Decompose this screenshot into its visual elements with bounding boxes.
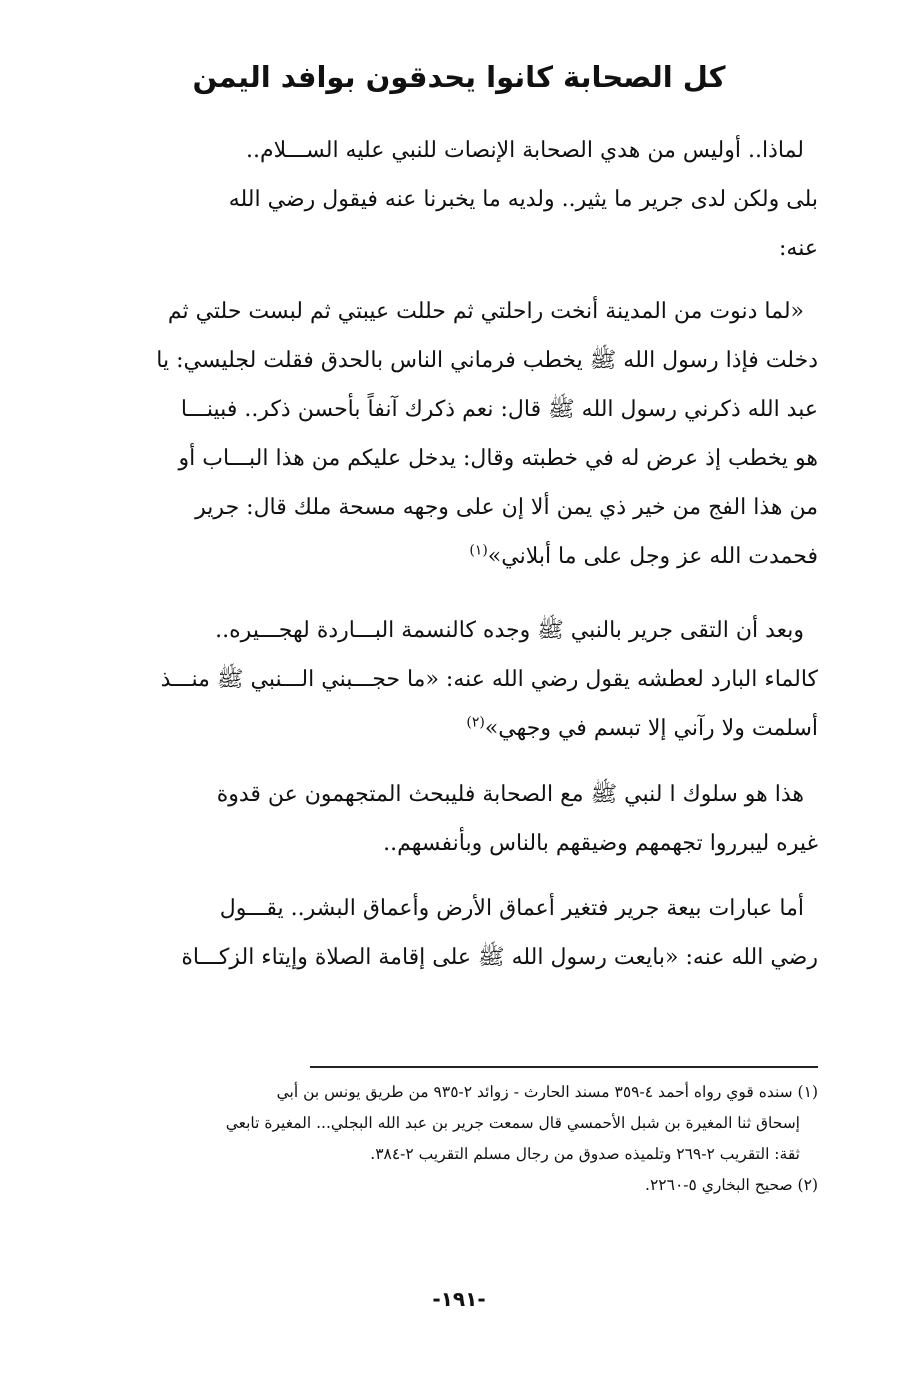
- paragraph-2: [100, 287, 818, 581]
- text-line: بلى ولكن لدى جرير ما يثير.. ولديه ما يخبرنا عنه فيقول رضي الله: [228, 187, 818, 212]
- footnote-2: (٢) صحيح البخاري ٥-٢٢٦٠.: [645, 1176, 818, 1194]
- text-line: وبعد أن التقى جرير بالنبي ﷺ وجده كالنسمة البـــاردة لهجـــيره..: [215, 618, 804, 643]
- text-line: رضي الله عنه: «بايعت رسول الله ﷺ على إقامة الصلاة وإيتاء الزكـــاة: [181, 945, 818, 970]
- paragraph-5: [100, 884, 818, 982]
- footnote-1: (١) سنده قوي رواه أحمد ٤-٣٥٩ مسند الحارث - زوائد ٢-٩٣٥ من طريق يونس بن أبي: [276, 1083, 818, 1101]
- text-line: عنه:: [779, 236, 818, 261]
- paragraph-4: [100, 770, 818, 868]
- text-line: هذا هو سلوك ا لنبي ﷺ مع الصحابة فليبحث المتجهمون عن قدوة: [216, 782, 804, 807]
- text-line-with-ref: [100, 704, 818, 753]
- paragraph-3: [100, 606, 818, 753]
- page-number: -١٩١-: [432, 1287, 486, 1311]
- footnote-divider: [310, 1066, 818, 1068]
- text-line: لماذا.. أوليس من هدي الصحابة الإنصات للنبي عليه الســـلام..: [246, 138, 804, 163]
- text-line: «لما دنوت من المدينة أنخت راحلتي ثم حللت عيبتي ثم لبست حلتي ثم: [167, 299, 804, 324]
- text-line: أسلمت ولا رآني إلا تبسم في وجهي»: [484, 716, 818, 741]
- page-title: كل الصحابة كانوا يحدقون بوافد اليمن: [192, 60, 726, 94]
- text-line: غيره ليبرروا تجهمهم وضيقهم بالناس وبأنفسهم..: [383, 831, 818, 856]
- text-line: دخلت فإذا رسول الله ﷺ يخطب فرماني الناس بالحدق فقلت لجليسي: يا: [156, 348, 818, 373]
- footnotes: [100, 1077, 818, 1201]
- text-line: هو يخطب إذ عرض له في خطبته وقال: يدخل عليكم من هذا البـــاب أو: [178, 446, 818, 471]
- footnote-1-continued: إسحاق ثنا المغيرة بن شبل الأحمسي قال سمعت جرير بن عبد الله البجلي... المغيرة تابعي: [225, 1114, 800, 1132]
- text-line: عبد الله ذكرني رسول الله ﷺ قال: نعم ذكرك آنفاً بأحسن ذكر.. فبينـــا: [180, 397, 818, 422]
- footnote-ref: (٢): [466, 714, 485, 731]
- footnote-ref: (١): [469, 542, 488, 559]
- paragraph-1: [100, 126, 818, 273]
- text-line: أما عبارات بيعة جرير فتغير أعماق الأرض وأعماق البشر.. يقـــول: [219, 896, 804, 921]
- footnote-1-continued: ثقة: التقريب ٢-٢٦٩ وتلميذه صدوق من رجال مسلم التقريب ٢-٣٨٤.: [370, 1145, 800, 1163]
- text-line: من هذا الفج من خير ذي يمن ألا إن على وجهه مسحة ملك قال: جرير: [195, 495, 818, 520]
- text-line: فحمدت الله عز وجل على ما أبلاني»: [487, 544, 818, 569]
- text-line-with-ref: [100, 532, 818, 581]
- text-line: كالماء البارد لعطشه يقول رضي الله عنه: «ما حجـــبني الـــنبي ﷺ منـــذ: [160, 667, 818, 692]
